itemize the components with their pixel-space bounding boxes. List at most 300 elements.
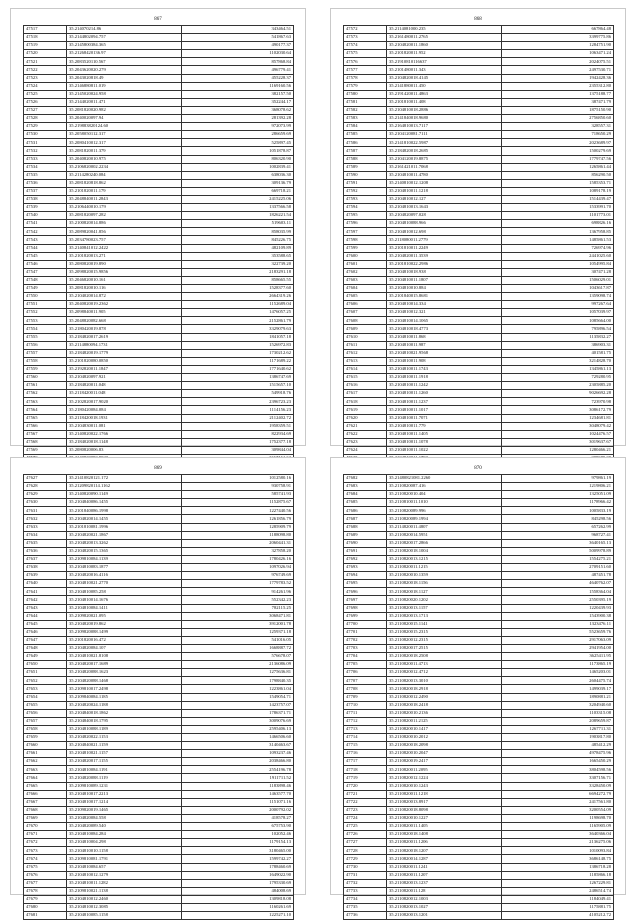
coordinate-cell: 35.2080410012.317 (67, 139, 182, 147)
row-id-cell: 47576 (344, 58, 387, 66)
table-row (24, 301, 294, 309)
row-id-cell: 47660 (24, 742, 67, 750)
coordinate-cell: 35.2040020097.94 (67, 115, 182, 123)
coordinate-cell: 35.2104820016.4116 (67, 572, 182, 580)
row-id-cell: 47711 (344, 709, 387, 717)
coordinate-cell: 35.214070214.86 (67, 26, 182, 34)
row-id-cell: 47585 (344, 131, 387, 139)
row-id-cell: 47652 (24, 677, 67, 685)
coordinate-cell: 35.2110820012.2490 (387, 693, 502, 701)
value-cell: 1585353.71 (502, 179, 614, 187)
value-cell: 3086172.79 (502, 406, 614, 414)
table-row (344, 669, 614, 677)
row-id-cell: 47595 (344, 212, 387, 220)
table-row (344, 74, 614, 82)
value-cell: 3307156.71 (502, 774, 614, 782)
table-row (344, 398, 614, 406)
table-row (24, 187, 294, 195)
coordinate-cell: 35.2110820011.128 (387, 887, 502, 895)
row-id-cell: 47735 (344, 903, 387, 911)
table-row (24, 139, 294, 147)
row-id-cell: 47644 (24, 612, 67, 620)
value-cell: 1500279.69 (502, 147, 614, 155)
coordinate-cell: 35.2040820010.975 (67, 155, 182, 163)
value-cell: 857868.84 (182, 58, 294, 66)
value-cell: 845226.75 (182, 236, 294, 244)
coordinate-cell: 35.2180420084.084 (67, 406, 182, 414)
table-row (24, 814, 294, 822)
coordinate-cell: 35.2104810011.1405 (387, 430, 502, 438)
row-id-cell: 47591 (344, 179, 387, 187)
coordinate-cell: 35.2110810011.1010 (387, 499, 502, 507)
coordinate-cell: 35.2104810011.1237 (387, 398, 502, 406)
value-cell: 1102030.64 (182, 50, 294, 58)
coordinate-cell: 35.2104820097.028 (387, 212, 502, 220)
coordinate-cell: 35.2104820024.1188 (67, 701, 182, 709)
row-id-cell: 47634 (24, 531, 67, 539)
value-cell: 309844.04 (182, 446, 294, 454)
coordinate-cell: 35.2104810021.2770 (67, 580, 182, 588)
row-id-cell: 47616 (344, 382, 387, 390)
value-cell: 1549054.71 (182, 693, 294, 701)
table-row (24, 806, 294, 814)
row-id-cell: 47674 (24, 855, 67, 863)
coordinate-cell: 35.2104820088.1119 (67, 774, 182, 782)
table-row (344, 531, 614, 539)
row-id-cell: 47528 (24, 115, 67, 123)
value-cell: 2024075.51 (502, 58, 614, 66)
value-cell: 5523659.76 (502, 628, 614, 636)
value-cell: 3912001.78 (182, 620, 294, 628)
table-row (24, 644, 294, 652)
value-cell: 1198698.70 (502, 814, 614, 822)
coordinate-cell: 35.2104810011.1017 (387, 406, 502, 414)
coordinate-cell: 35.2110820018.1156 (387, 580, 502, 588)
row-id-cell: 47622 (344, 430, 387, 438)
table-row (344, 301, 614, 309)
table-row (344, 236, 614, 244)
coordinate-cell: 35.2110820011.1206 (387, 839, 502, 847)
value-cell: 1165905.09 (502, 823, 614, 831)
table-row (24, 547, 294, 555)
table-row (344, 766, 614, 774)
coordinate-cell: 35.2144802094.757 (67, 34, 182, 42)
value-cell: 1275636.81 (182, 669, 294, 677)
row-id-cell: 47554 (24, 325, 67, 333)
table-row (344, 539, 614, 547)
coordinate-cell: 35.2104810011.1242 (387, 382, 502, 390)
table-row (24, 855, 294, 863)
table-row (344, 653, 614, 661)
coordinate-cell: 35.2110820018.8098 (387, 806, 502, 814)
value-cell: 3048079.42 (502, 422, 614, 430)
value-cell: 2709151.60 (502, 564, 614, 572)
coordinate-cell: 35.2043020818.49 (67, 74, 182, 82)
coordinate-cell: 35.2109820088.1499 (67, 628, 182, 636)
row-id-cell: 47662 (24, 758, 67, 766)
table-row (344, 430, 614, 438)
row-id-cell: 47619 (344, 406, 387, 414)
row-id-cell: 47525 (24, 90, 67, 98)
table-row (24, 414, 294, 422)
coordinate-cell: 35.2080820019.890 (67, 260, 182, 268)
coordinate-cell: 35.2109810084.1139 (67, 555, 182, 563)
table-row (24, 871, 294, 879)
row-id-cell: 47556 (24, 341, 67, 349)
row-id-cell: 47679 (24, 895, 67, 903)
value-cell: 309136.79 (182, 179, 294, 187)
coordinate-cell: 35.2104820088.1623 (67, 669, 182, 677)
coordinate-cell: 35.2161480011.2765 (387, 34, 502, 42)
coordinate-cell: 35.2110820018.2418 (387, 701, 502, 709)
coordinate-cell: 35.2110820018.2508 (387, 653, 502, 661)
row-id-cell: 47581 (344, 98, 387, 106)
value-cell: 718650.29 (502, 131, 614, 139)
coordinate-cell: 35.2110820014.5951 (387, 531, 502, 539)
coordinate-cell: 35.2104810011.908 (387, 357, 502, 365)
value-cell: 9026692.28 (502, 390, 614, 398)
row-id-cell: 47540 (24, 212, 67, 220)
page-number: 868 (474, 17, 482, 22)
coordinate-cell: 35.2104840021.1159 (67, 742, 182, 750)
value-cell: 2917063.09 (502, 636, 614, 644)
coordinate-cell: 35.21209820114.1162 (67, 483, 182, 491)
coordinate-cell: 35.21410820121.172 (67, 475, 182, 483)
coordinate-cell: 35.2110820015.2315 (387, 628, 502, 636)
row-id-cell: 47632 (24, 515, 67, 523)
coordinate-cell: 35.2104820097.921 (67, 374, 182, 382)
row-id-cell: 47733 (344, 887, 387, 895)
row-id-cell: 47567 (24, 430, 67, 438)
row-id-cell: 47521 (24, 58, 67, 66)
row-id-cell: 47584 (344, 123, 387, 131)
coordinate-cell: 35.2110820087.416 (387, 483, 502, 491)
coordinate-cell: 35.2104120019.8875 (387, 155, 502, 163)
row-id-cell: 47666 (24, 790, 67, 798)
row-id-cell: 47703 (344, 644, 387, 652)
coordinate-cell: 35.2104840018.1862 (67, 709, 182, 717)
value-cell: 3329079.63 (182, 325, 294, 333)
table-row (24, 42, 294, 50)
table-row (344, 139, 614, 147)
coordinate-cell: 35.2110820013.1027 (387, 903, 502, 911)
row-id-cell: 47599 (344, 244, 387, 252)
row-id-cell: 47539 (24, 204, 67, 212)
table-row (344, 90, 614, 98)
table-row (344, 382, 614, 390)
coordinate-cell: 35.2110820010.1243 (387, 782, 502, 790)
coordinate-cell: 35.2118420018.1931 (67, 414, 182, 422)
coordinate-cell: 35.2104810012.3085 (67, 903, 182, 911)
row-id-cell: 47678 (24, 887, 67, 895)
coordinate-cell: 35.2109840084.1185 (67, 693, 182, 701)
row-id-cell: 47724 (344, 814, 387, 822)
table-row (24, 499, 294, 507)
table-row (344, 758, 614, 766)
row-id-cell: 47601 (344, 260, 387, 268)
value-cell: 2305885.20 (502, 382, 614, 390)
row-id-cell: 47561 (24, 382, 67, 390)
value-cell: 307471.28 (502, 268, 614, 276)
coordinate-cell: 35.2058050112.317 (67, 131, 182, 139)
row-id-cell: 47530 (24, 131, 67, 139)
value-cell: 1225271.10 (182, 912, 294, 920)
row-id-cell: 47643 (24, 604, 67, 612)
value-cell: 979861.19 (502, 475, 614, 483)
table-row (24, 285, 294, 293)
coordinate-cell: 35.2110820011.1218 (387, 790, 502, 798)
row-id-cell: 47713 (344, 725, 387, 733)
value-cell: 1160261.69 (182, 903, 294, 911)
row-id-cell: 47633 (24, 523, 67, 531)
table-row (24, 26, 294, 34)
row-id-cell: 47627 (24, 475, 67, 483)
table-row (24, 309, 294, 317)
value-cell: 1284751.90 (502, 42, 614, 50)
row-id-cell: 47606 (344, 301, 387, 309)
value-cell: 1514439.47 (502, 195, 614, 203)
table-row (344, 515, 614, 523)
table-row (344, 839, 614, 847)
coordinate-cell: 35.2101820011.179 (67, 187, 182, 195)
value-cell: 726974.96 (502, 244, 614, 252)
row-id-cell: 47608 (344, 317, 387, 325)
table-row (344, 661, 614, 669)
table-row (344, 709, 614, 717)
row-id-cell: 47559 (24, 365, 67, 373)
coordinate-cell: 35.21480821081.2260 (387, 475, 502, 483)
table-row (24, 212, 294, 220)
row-id-cell: 47589 (344, 163, 387, 171)
coordinate-cell: 35.2141840018.9680 (387, 115, 502, 123)
value-cell: 519603.11 (182, 220, 294, 228)
value-cell: 102052.46 (182, 831, 294, 839)
value-cell: 1911711.52 (182, 774, 294, 782)
row-id-cell: 47527 (24, 106, 67, 114)
coordinate-cell: 35.2104820011.1860 (387, 42, 502, 50)
coordinate-cell: 35.2184020018.1148 (67, 438, 182, 446)
value-cell: 972073.99 (182, 123, 294, 131)
coordinate-cell: 35.2114820011.4807 (387, 523, 502, 531)
coordinate-cell: 35.2104810018.938 (387, 268, 502, 276)
table-row (344, 325, 614, 333)
value-cell: 1261856.79 (182, 515, 294, 523)
value-cell: 4105212.72 (502, 912, 614, 920)
row-id-cell: 47705 (344, 661, 387, 669)
row-id-cell: 47590 (344, 171, 387, 179)
value-cell: 1476057.25 (182, 309, 294, 317)
table-row (344, 195, 614, 203)
table-row (24, 742, 294, 750)
value-cell: 1526972.83 (182, 341, 294, 349)
row-id-cell: 47718 (344, 766, 387, 774)
row-id-cell: 47614 (344, 365, 387, 373)
table-row (344, 252, 614, 260)
coordinate-cell: 35.2104810021.9568 (387, 349, 502, 357)
coordinate-cell: 35.2104810011.1078 (387, 438, 502, 446)
row-id-cell: 47659 (24, 734, 67, 742)
value-cell: 1875150.90 (502, 106, 614, 114)
coordinate-cell: 35.2104820017.1689 (67, 661, 182, 669)
value-cell: 845298.56 (502, 515, 614, 523)
table-row (344, 677, 614, 685)
row-id-cell: 47524 (24, 82, 67, 90)
row-id-cell: 47715 (344, 742, 387, 750)
coordinate-cell: 35.2104810014.1065 (387, 317, 502, 325)
coordinate-cell: 35.2104810011.1918 (387, 374, 502, 382)
row-id-cell: 47732 (344, 879, 387, 887)
row-id-cell: 47723 (344, 806, 387, 814)
value-cell: 1323476.11 (502, 620, 614, 628)
table-row (24, 341, 294, 349)
value-cell: 1515657.10 (182, 382, 294, 390)
table-row (344, 204, 614, 212)
table-row (344, 620, 614, 628)
table-row (344, 871, 614, 879)
value-cell: 2415225.06 (182, 195, 294, 203)
table-row (344, 390, 614, 398)
value-cell: 795896.54 (502, 325, 614, 333)
value-cell: 1795330.69 (182, 879, 294, 887)
value-cell: 368078.62 (182, 106, 294, 114)
coordinate-cell: 35.2104810014.1676 (67, 596, 182, 604)
coordinate-cell: 35.2104810021.8108 (67, 653, 182, 661)
row-id-cell: 47600 (344, 252, 387, 260)
table-row (24, 750, 294, 758)
table-row (344, 309, 614, 317)
row-id-cell: 47531 (24, 139, 67, 147)
coordinate-cell: 35.2104810084.657 (67, 863, 182, 871)
table-row (24, 382, 294, 390)
table-row (344, 742, 614, 750)
row-id-cell: 47706 (344, 669, 387, 677)
table-row (344, 847, 614, 855)
table-row (24, 220, 294, 228)
table-row (24, 365, 294, 373)
coordinate-cell: 35.2104810085.258 (67, 588, 182, 596)
coordinate-cell: 35.2180420019.878 (67, 325, 182, 333)
row-id-cell: 47690 (344, 539, 387, 547)
row-id-cell: 47707 (344, 677, 387, 685)
value-cell: 1089178.19 (502, 187, 614, 195)
coordinate-cell: 35.2101820013.271 (67, 252, 182, 260)
table-row (24, 572, 294, 580)
row-id-cell: 47694 (344, 572, 387, 580)
coordinate-cell: 35.2048840011.2843 (67, 195, 182, 203)
row-id-cell: 47731 (344, 871, 387, 879)
table-row (24, 912, 294, 920)
table-row (344, 879, 614, 887)
value-cell: 638036.30 (182, 171, 294, 179)
table-row (344, 171, 614, 179)
row-id-cell: 47558 (24, 357, 67, 365)
coordinate-cell: 35.2104810011.1218 (387, 187, 502, 195)
row-id-cell: 47736 (344, 912, 387, 920)
coordinate-cell: 35.2140820090.1149 (67, 491, 182, 499)
row-id-cell: 47553 (24, 317, 67, 325)
table-row (344, 212, 614, 220)
value-cell: 1367958.85 (502, 228, 614, 236)
value-cell: 1280466.21 (502, 446, 614, 454)
row-id-cell: 47665 (24, 782, 67, 790)
coordinate-cell: 35.2110820013.3010 (387, 677, 502, 685)
row-id-cell: 47719 (344, 774, 387, 782)
value-cell: 2664319.26 (182, 293, 294, 301)
row-id-cell: 47544 (24, 244, 67, 252)
row-id-cell: 47569 (24, 446, 67, 454)
page-number: 870 (474, 466, 482, 471)
row-id-cell: 47582 (344, 106, 387, 114)
value-cell: 2756850.60 (502, 115, 614, 123)
table-row (344, 276, 614, 284)
coordinate-cell: 35.2104820014.1455 (67, 515, 182, 523)
coordinate-cell: 35.2161421011.7068 (387, 163, 502, 171)
table-row (24, 717, 294, 725)
row-id-cell: 47635 (24, 539, 67, 547)
table-row (344, 349, 614, 357)
row-id-cell: 47704 (344, 653, 387, 661)
coordinate-cell: 35.2110820089.996 (387, 507, 502, 515)
coordinate-cell: 35.2081820011.379 (67, 147, 182, 155)
coordinate-cell: 35.2104820088.1468 (67, 677, 182, 685)
value-cell: 2023689.97 (502, 139, 614, 147)
coordinate-cell: 35.2110820013.8917 (387, 798, 502, 806)
coordinate-cell: 35.2145800384.365 (67, 42, 182, 50)
table-row (344, 547, 614, 555)
coordinate-cell: 35.2184820017.2619 (67, 333, 182, 341)
table-row (24, 588, 294, 596)
value-cell: 3804598.56 (502, 766, 614, 774)
value-cell: 1668887.72 (182, 644, 294, 652)
row-id-cell: 47712 (344, 717, 387, 725)
value-cell: 2554196.78 (182, 766, 294, 774)
coordinate-cell: 35.2104810083.1877 (67, 564, 182, 572)
coordinate-cell: 35.2101840086.1998 (67, 507, 182, 515)
row-id-cell: 47537 (24, 187, 67, 195)
table-row (24, 74, 294, 82)
row-id-cell: 47579 (344, 82, 387, 90)
coordinate-cell: 35.2110820010.2047 (387, 750, 502, 758)
value-cell: 858665.55 (182, 276, 294, 284)
value-cell: 1285909.79 (182, 523, 294, 531)
coordinate-cell: 35.2104820013.3262 (67, 539, 182, 547)
coordinate-cell: 35.2191420011.4863 (387, 90, 502, 98)
row-id-cell: 47687 (344, 515, 387, 523)
row-id-cell: 47671 (24, 831, 67, 839)
coordinate-cell: 35.2110820013.1215 (387, 555, 502, 563)
row-id-cell: 47551 (24, 301, 67, 309)
table-row (344, 475, 614, 483)
table-row (344, 244, 614, 252)
coordinate-cell: 35.2104810084.1191 (67, 766, 182, 774)
table-row (24, 677, 294, 685)
row-id-cell: 47689 (344, 531, 387, 539)
coordinate-cell: 35.2109820019.1465 (67, 806, 182, 814)
value-cell: 2112402.72 (182, 414, 294, 422)
value-cell: 856290.50 (502, 171, 614, 179)
coordinate-cell: 35.2109810081.1791 (67, 855, 182, 863)
value-cell: 3180465.00 (182, 847, 294, 855)
table-row (344, 725, 614, 733)
coordinate-cell: 35.2104810011.1260 (387, 390, 502, 398)
row-id-cell: 47630 (24, 499, 67, 507)
table-row (344, 628, 614, 636)
coordinate-cell: 35.2110820011.1215 (387, 564, 502, 572)
table-row (344, 115, 614, 123)
row-id-cell: 47641 (24, 588, 67, 596)
row-id-cell: 47529 (24, 123, 67, 131)
coordinate-cell: 35.2110820013.1157 (387, 604, 502, 612)
